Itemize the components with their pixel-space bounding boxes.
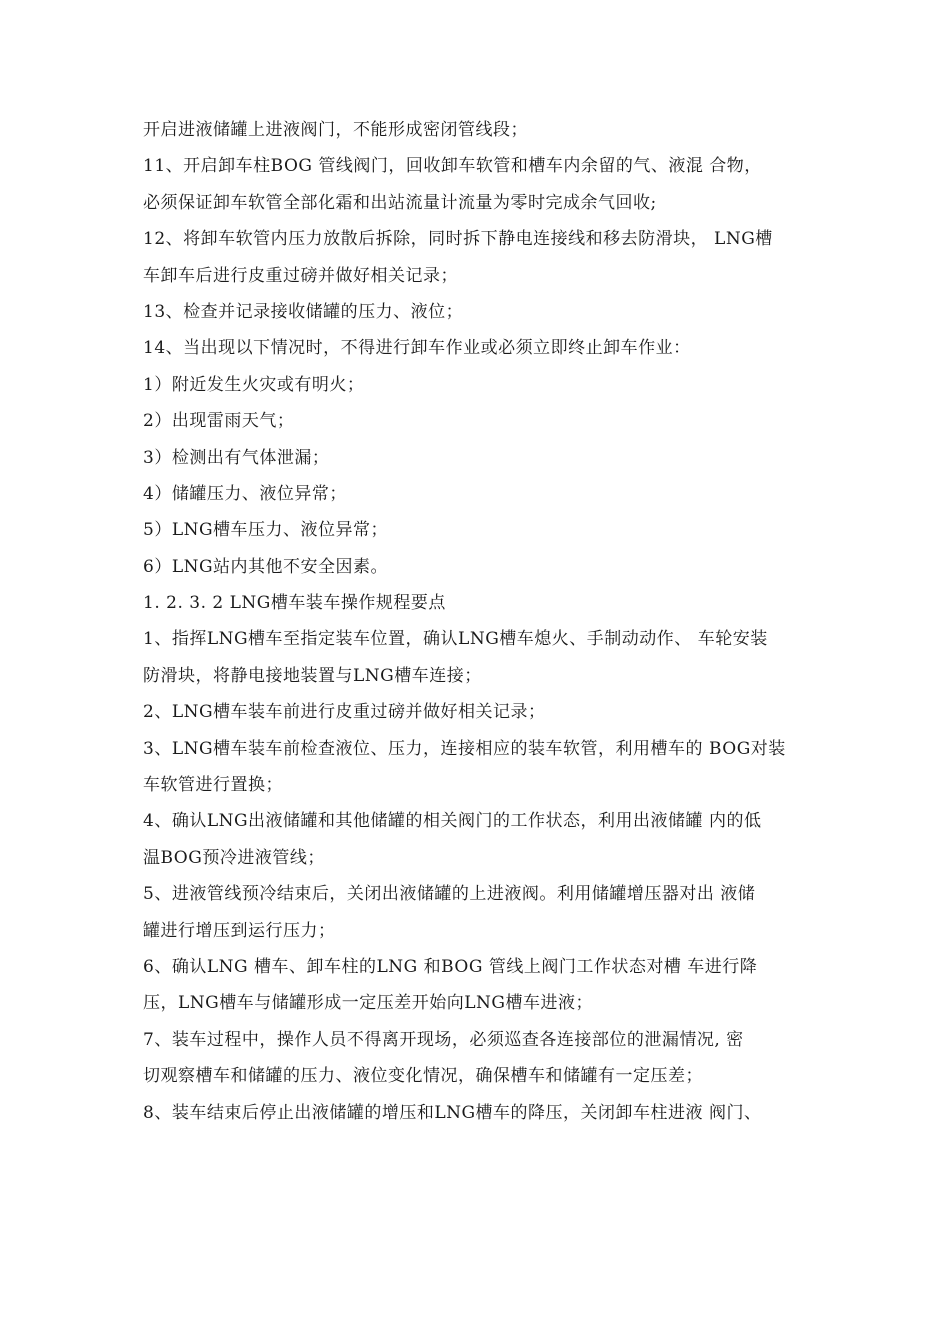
- text-line: 8、装车结束后停止出液储罐的增压和LNG槽车的降压，关闭卸车柱进液 阀门、: [143, 1102, 762, 1123]
- list-item: 2）出现雷雨天气；: [143, 411, 295, 432]
- text-line: 11、开启卸车柱BOG 管线阀门，回收卸车软管和槽车内余留的气、液混 合物，: [143, 156, 762, 177]
- text-line: 罐进行增压到运行压力；: [143, 920, 336, 941]
- text-line: 温BOG预冷进液管线；: [143, 847, 325, 868]
- text-line: 必须保证卸车软管全部化霜和出站流量计流量为零时完成余气回收;: [143, 192, 657, 213]
- list-item: 1）附近发生火灾或有明火；: [143, 374, 365, 395]
- section-heading: 1. 2. 3. 2 LNG槽车装车操作规程要点: [143, 593, 446, 614]
- text-line: 压，LNG槽车与储罐形成一定压差开始向LNG槽车进液；: [143, 993, 593, 1014]
- text-line: 车卸车后进行皮重过磅并做好相关记录；: [143, 265, 458, 286]
- text-line: 2、LNG槽车装车前进行皮重过磅并做好相关记录；: [143, 702, 546, 723]
- text-line: 5、进液管线预冷结束后，关闭出液储罐的上进液阀。利用储罐增压器对出 液储: [143, 884, 756, 905]
- list-item: 5）LNG槽车压力、液位异常；: [143, 520, 389, 541]
- text-line: 3、LNG槽车装车前检查液位、压力，连接相应的装车软管，利用槽车的 BOG对装: [143, 738, 786, 759]
- list-item: 4）储罐压力、液位异常；: [143, 483, 347, 504]
- text-line: 1、指挥LNG槽车至指定装车位置，确认LNG槽车熄火、手制动动作、 车轮安装: [143, 629, 768, 650]
- text-line: 防滑块，将静电接地装置与LNG槽车连接；: [143, 665, 482, 686]
- text-line: 7、装车过程中，操作人员不得离开现场，必须巡查各连接部位的泄漏情况, 密: [143, 1029, 744, 1050]
- text-line: 13、检查并记录接收储罐的压力、液位；: [143, 301, 464, 322]
- text-line: 车软管进行置换；: [143, 775, 283, 796]
- list-item: 3）检测出有气体泄漏；: [143, 447, 330, 468]
- text-line: 12、将卸车软管内压力放散后拆除，同时拆下静电连接线和移去防滑块， LNG槽: [143, 229, 773, 250]
- document-body: [143, 112, 823, 1131]
- text-line: 切观察槽车和储罐的压力、液位变化情况，确保槽车和储罐有一定压差；: [143, 1066, 703, 1087]
- text-line: 6、确认LNG 槽车、卸车柱的LNG 和BOG 管线上阀门工作状态对槽 车进行降: [143, 956, 758, 977]
- list-item: 6）LNG站内其他不安全因素。: [143, 556, 389, 577]
- text-line: 4、确认LNG出液储罐和其他储罐的相关阀门的工作状态，利用出液储罐 内的低: [143, 811, 762, 832]
- text-line: 开启进液储罐上进液阀门，不能形成密闭管线段；: [143, 120, 528, 140]
- text-line: 14、当出现以下情况时，不得进行卸车作业或必须立即终止卸车作业：: [143, 338, 691, 359]
